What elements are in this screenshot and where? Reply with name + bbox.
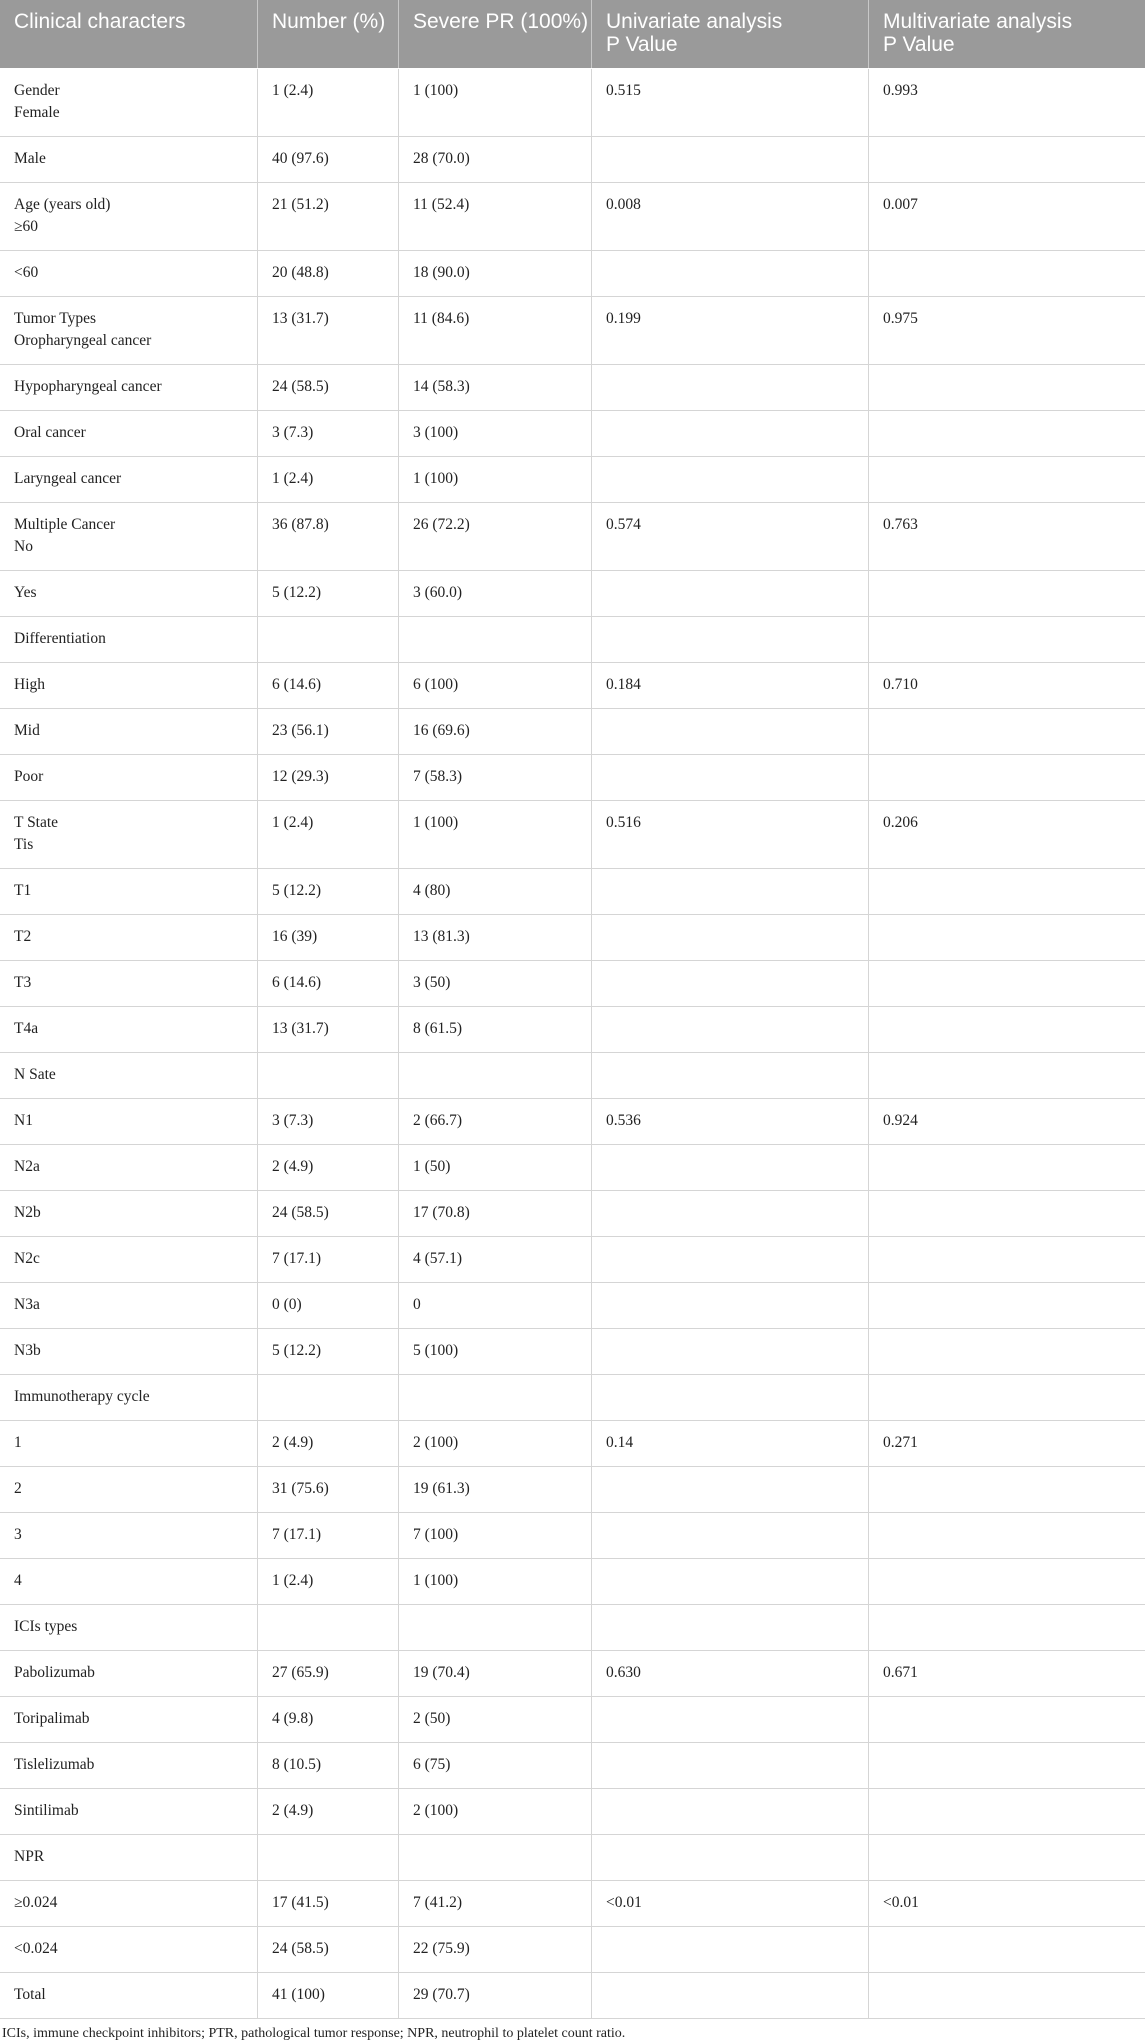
cell-number: 12 (29.3) xyxy=(258,755,399,800)
cell-characteristic: N2b xyxy=(0,1191,258,1236)
cell-univariate-p xyxy=(592,1283,869,1328)
cell-univariate-p xyxy=(592,1973,869,2018)
cell-number: 21 (51.2) xyxy=(258,183,399,250)
cell-number xyxy=(258,1605,399,1650)
table-row xyxy=(0,869,1145,915)
header-severe-pr: Severe PR (100%) xyxy=(399,0,592,68)
cell-multivariate-p xyxy=(869,1375,1145,1420)
table-row xyxy=(0,1559,1145,1605)
cell-severe-pr: 11 (84.6) xyxy=(399,297,592,364)
cell-univariate-p xyxy=(592,1191,869,1236)
cell-multivariate-p xyxy=(869,411,1145,456)
cell-multivariate-p xyxy=(869,1927,1145,1972)
table-row xyxy=(0,365,1145,411)
cell-number xyxy=(258,617,399,662)
cell-univariate-p xyxy=(592,961,869,1006)
cell-characteristic: <0.024 xyxy=(0,1927,258,1972)
header-univariate: Univariate analysis P Value xyxy=(592,0,869,68)
table-row xyxy=(0,1881,1145,1927)
table-row xyxy=(0,1927,1145,1973)
cell-severe-pr: 4 (80) xyxy=(399,869,592,914)
cell-number: 1 (2.4) xyxy=(258,457,399,502)
cell-number xyxy=(258,1375,399,1420)
cell-characteristic: <60 xyxy=(0,251,258,296)
cell-univariate-p xyxy=(592,1743,869,1788)
cell-characteristic: N1 xyxy=(0,1099,258,1144)
table-body xyxy=(0,69,1145,2019)
table-row xyxy=(0,663,1145,709)
cell-multivariate-p xyxy=(869,617,1145,662)
cell-univariate-p: 0.574 xyxy=(592,503,869,570)
cell-univariate-p xyxy=(592,1559,869,1604)
cell-severe-pr xyxy=(399,1835,592,1880)
table-row xyxy=(0,411,1145,457)
cell-severe-pr: 3 (50) xyxy=(399,961,592,1006)
cell-number: 36 (87.8) xyxy=(258,503,399,570)
cell-characteristic: ICIs types xyxy=(0,1605,258,1650)
cell-univariate-p: 0.184 xyxy=(592,663,869,708)
cell-severe-pr: 1 (100) xyxy=(399,69,592,136)
table-row xyxy=(0,1467,1145,1513)
cell-characteristic: N3a xyxy=(0,1283,258,1328)
cell-number: 13 (31.7) xyxy=(258,1007,399,1052)
table-row xyxy=(0,503,1145,571)
table-row xyxy=(0,1973,1145,2019)
table-row xyxy=(0,1099,1145,1145)
cell-characteristic: Mid xyxy=(0,709,258,754)
cell-multivariate-p xyxy=(869,1007,1145,1052)
cell-severe-pr: 1 (100) xyxy=(399,457,592,502)
cell-characteristic: N2c xyxy=(0,1237,258,1282)
cell-multivariate-p xyxy=(869,1467,1145,1512)
cell-severe-pr: 3 (100) xyxy=(399,411,592,456)
table-row xyxy=(0,251,1145,297)
cell-severe-pr: 18 (90.0) xyxy=(399,251,592,296)
cell-severe-pr: 11 (52.4) xyxy=(399,183,592,250)
cell-severe-pr: 1 (100) xyxy=(399,801,592,868)
cell-severe-pr: 1 (100) xyxy=(399,1559,592,1604)
cell-univariate-p xyxy=(592,411,869,456)
cell-characteristic: Poor xyxy=(0,755,258,800)
cell-univariate-p xyxy=(592,1007,869,1052)
cell-number: 5 (12.2) xyxy=(258,1329,399,1374)
cell-characteristic: T3 xyxy=(0,961,258,1006)
cell-number: 4 (9.8) xyxy=(258,1697,399,1742)
table-row xyxy=(0,297,1145,365)
cell-multivariate-p xyxy=(869,137,1145,182)
cell-univariate-p: 0.14 xyxy=(592,1421,869,1466)
cell-number: 8 (10.5) xyxy=(258,1743,399,1788)
cell-univariate-p xyxy=(592,869,869,914)
cell-characteristic: Multiple Cancer No xyxy=(0,503,258,570)
cell-characteristic: Pabolizumab xyxy=(0,1651,258,1696)
cell-severe-pr: 3 (60.0) xyxy=(399,571,592,616)
cell-multivariate-p: 0.993 xyxy=(883,82,918,99)
cell-severe-pr: 28 (70.0) xyxy=(399,137,592,182)
cell-characteristic: Age (years old) ≥60 xyxy=(0,183,258,250)
cell-univariate-p xyxy=(592,365,869,410)
cell-univariate-p xyxy=(592,915,869,960)
cell-multivariate-p xyxy=(869,365,1145,410)
cell-multivariate-p xyxy=(869,1789,1145,1834)
table-row xyxy=(0,1237,1145,1283)
cell-multivariate-p: <0.01 xyxy=(883,1894,919,1911)
cell-univariate-p xyxy=(592,617,869,662)
cell-univariate-p xyxy=(592,1789,869,1834)
cell-characteristic: Differentiation xyxy=(0,617,258,662)
cell-severe-pr xyxy=(399,1605,592,1650)
cell-severe-pr: 13 (81.3) xyxy=(399,915,592,960)
cell-severe-pr: 19 (61.3) xyxy=(399,1467,592,1512)
cell-univariate-p xyxy=(592,1927,869,1972)
cell-multivariate-p: 0.271 xyxy=(883,1434,918,1451)
table-row xyxy=(0,457,1145,503)
cell-characteristic: 3 xyxy=(0,1513,258,1558)
cell-severe-pr: 7 (58.3) xyxy=(399,755,592,800)
cell-multivariate-p xyxy=(869,1605,1145,1650)
cell-characteristic: Total xyxy=(0,1973,258,2018)
cell-univariate-p xyxy=(592,251,869,296)
cell-multivariate-p xyxy=(869,1743,1145,1788)
table-row xyxy=(0,1283,1145,1329)
table-row xyxy=(0,183,1145,251)
cell-multivariate-p: 0.007 xyxy=(883,196,918,213)
cell-number: 2 (4.9) xyxy=(258,1421,399,1466)
cell-univariate-p: 0.008 xyxy=(592,183,869,250)
cell-severe-pr: 2 (66.7) xyxy=(399,1099,592,1144)
cell-characteristic: 2 xyxy=(0,1467,258,1512)
cell-univariate-p: 0.630 xyxy=(592,1651,869,1696)
cell-number: 20 (48.8) xyxy=(258,251,399,296)
cell-characteristic: 1 xyxy=(0,1421,258,1466)
table-row xyxy=(0,1329,1145,1375)
cell-univariate-p: 0.199 xyxy=(592,297,869,364)
cell-characteristic: Tislelizumab xyxy=(0,1743,258,1788)
cell-characteristic: N Sate xyxy=(0,1053,258,1098)
cell-number: 1 (2.4) xyxy=(258,69,399,136)
cell-characteristic: Male xyxy=(0,137,258,182)
cell-number: 24 (58.5) xyxy=(258,1191,399,1236)
cell-number: 3 (7.3) xyxy=(258,1099,399,1144)
cell-number: 40 (97.6) xyxy=(258,137,399,182)
cell-univariate-p xyxy=(592,137,869,182)
table-row xyxy=(0,617,1145,663)
cell-number: 23 (56.1) xyxy=(258,709,399,754)
header-multivariate: Multivariate analysis P Value xyxy=(883,10,1073,56)
table-row xyxy=(0,1743,1145,1789)
table-row xyxy=(0,801,1145,869)
cell-characteristic: Sintilimab xyxy=(0,1789,258,1834)
cell-number xyxy=(258,1053,399,1098)
cell-univariate-p xyxy=(592,1605,869,1650)
cell-number xyxy=(258,1835,399,1880)
table-row xyxy=(0,1697,1145,1743)
cell-number: 27 (65.9) xyxy=(258,1651,399,1696)
cell-characteristic: ≥0.024 xyxy=(0,1881,258,1926)
cell-severe-pr xyxy=(399,1375,592,1420)
cell-characteristic: NPR xyxy=(0,1835,258,1880)
cell-number: 2 (4.9) xyxy=(258,1789,399,1834)
cell-multivariate-p xyxy=(869,1145,1145,1190)
cell-number: 1 (2.4) xyxy=(258,801,399,868)
cell-characteristic: T State Tis xyxy=(0,801,258,868)
cell-number: 5 (12.2) xyxy=(258,869,399,914)
table-row xyxy=(0,1421,1145,1467)
cell-univariate-p xyxy=(592,1237,869,1282)
cell-univariate-p xyxy=(592,1145,869,1190)
cell-multivariate-p xyxy=(869,1559,1145,1604)
table-row xyxy=(0,755,1145,801)
cell-multivariate-p xyxy=(869,1513,1145,1558)
table-row xyxy=(0,1007,1145,1053)
table-row xyxy=(0,1651,1145,1697)
cell-univariate-p xyxy=(592,709,869,754)
cell-severe-pr: 17 (70.8) xyxy=(399,1191,592,1236)
cell-multivariate-p: 0.924 xyxy=(883,1112,918,1129)
cell-number: 6 (14.6) xyxy=(258,961,399,1006)
cell-univariate-p xyxy=(592,1835,869,1880)
cell-multivariate-p: 0.763 xyxy=(883,516,918,533)
cell-number: 3 (7.3) xyxy=(258,411,399,456)
cell-severe-pr: 4 (57.1) xyxy=(399,1237,592,1282)
cell-multivariate-p xyxy=(869,251,1145,296)
cell-univariate-p: 0.515 xyxy=(592,69,869,136)
cell-univariate-p xyxy=(592,1467,869,1512)
cell-univariate-p: <0.01 xyxy=(592,1881,869,1926)
table-row xyxy=(0,69,1145,137)
cell-multivariate-p xyxy=(869,1191,1145,1236)
cell-severe-pr: 19 (70.4) xyxy=(399,1651,592,1696)
cell-severe-pr: 6 (75) xyxy=(399,1743,592,1788)
header-clinical-characters: Clinical characters xyxy=(0,0,258,68)
cell-number: 31 (75.6) xyxy=(258,1467,399,1512)
cell-severe-pr: 6 (100) xyxy=(399,663,592,708)
cell-multivariate-p xyxy=(869,457,1145,502)
cell-multivariate-p xyxy=(869,1237,1145,1282)
table-row xyxy=(0,709,1145,755)
cell-number: 0 (0) xyxy=(258,1283,399,1328)
cell-characteristic: Immunotherapy cycle xyxy=(0,1375,258,1420)
cell-univariate-p xyxy=(592,1329,869,1374)
cell-characteristic: Tumor Types Oropharyngeal cancer xyxy=(0,297,258,364)
cell-characteristic: Gender Female xyxy=(0,69,258,136)
table-row xyxy=(0,571,1145,617)
cell-univariate-p xyxy=(592,1053,869,1098)
table-row xyxy=(0,1053,1145,1099)
cell-characteristic: Hypopharyngeal cancer xyxy=(0,365,258,410)
table-row xyxy=(0,1375,1145,1421)
cell-number: 1 (2.4) xyxy=(258,1559,399,1604)
cell-characteristic: Yes xyxy=(0,571,258,616)
cell-univariate-p xyxy=(592,457,869,502)
cell-severe-pr: 22 (75.9) xyxy=(399,1927,592,1972)
cell-severe-pr: 1 (50) xyxy=(399,1145,592,1190)
cell-number: 7 (17.1) xyxy=(258,1513,399,1558)
cell-severe-pr: 26 (72.2) xyxy=(399,503,592,570)
cell-severe-pr xyxy=(399,1053,592,1098)
table-header xyxy=(0,0,1145,68)
cell-severe-pr: 7 (41.2) xyxy=(399,1881,592,1926)
table-row xyxy=(0,961,1145,1007)
table-row xyxy=(0,1191,1145,1237)
table-row xyxy=(0,1789,1145,1835)
cell-severe-pr: 7 (100) xyxy=(399,1513,592,1558)
cell-characteristic: High xyxy=(0,663,258,708)
cell-number: 7 (17.1) xyxy=(258,1237,399,1282)
cell-characteristic: T4a xyxy=(0,1007,258,1052)
cell-univariate-p xyxy=(592,1375,869,1420)
cell-multivariate-p: 0.710 xyxy=(883,676,918,693)
table-row xyxy=(0,137,1145,183)
table-row xyxy=(0,1145,1145,1191)
cell-characteristic: T1 xyxy=(0,869,258,914)
cell-severe-pr: 0 xyxy=(399,1283,592,1328)
cell-number: 24 (58.5) xyxy=(258,1927,399,1972)
cell-univariate-p xyxy=(592,1513,869,1558)
cell-severe-pr: 14 (58.3) xyxy=(399,365,592,410)
cell-severe-pr: 8 (61.5) xyxy=(399,1007,592,1052)
cell-characteristic: N3b xyxy=(0,1329,258,1374)
cell-multivariate-p xyxy=(869,961,1145,1006)
cell-severe-pr: 2 (50) xyxy=(399,1697,592,1742)
cell-number: 17 (41.5) xyxy=(258,1881,399,1926)
cell-severe-pr: 2 (100) xyxy=(399,1421,592,1466)
table-row xyxy=(0,1835,1145,1881)
table-row xyxy=(0,1513,1145,1559)
table-footnote: ICIs, immune checkpoint inhibitors; PTR, pathological tumor response; NPR, neutrophil to platelet count ratio. xyxy=(2,2026,626,2041)
cell-univariate-p xyxy=(592,1697,869,1742)
cell-multivariate-p xyxy=(869,709,1145,754)
cell-number: 16 (39) xyxy=(258,915,399,960)
cell-multivariate-p: 0.975 xyxy=(883,310,918,327)
cell-multivariate-p xyxy=(869,1697,1145,1742)
cell-characteristic: Laryngeal cancer xyxy=(0,457,258,502)
cell-multivariate-p: 0.671 xyxy=(883,1664,918,1681)
cell-univariate-p: 0.516 xyxy=(592,801,869,868)
cell-multivariate-p xyxy=(869,755,1145,800)
cell-number: 24 (58.5) xyxy=(258,365,399,410)
cell-univariate-p: 0.536 xyxy=(592,1099,869,1144)
cell-severe-pr: 2 (100) xyxy=(399,1789,592,1834)
cell-number: 41 (100) xyxy=(258,1973,399,2018)
cell-number: 5 (12.2) xyxy=(258,571,399,616)
table-row xyxy=(0,915,1145,961)
cell-severe-pr: 5 (100) xyxy=(399,1329,592,1374)
cell-univariate-p xyxy=(592,755,869,800)
cell-univariate-p xyxy=(592,571,869,616)
cell-multivariate-p xyxy=(869,915,1145,960)
cell-multivariate-p xyxy=(869,571,1145,616)
cell-number: 6 (14.6) xyxy=(258,663,399,708)
header-number: Number (%) xyxy=(258,0,399,68)
cell-multivariate-p xyxy=(869,1835,1145,1880)
cell-number: 13 (31.7) xyxy=(258,297,399,364)
cell-severe-pr: 16 (69.6) xyxy=(399,709,592,754)
cell-characteristic: 4 xyxy=(0,1559,258,1604)
cell-multivariate-p xyxy=(869,869,1145,914)
cell-multivariate-p: 0.206 xyxy=(883,814,918,831)
cell-multivariate-p xyxy=(869,1053,1145,1098)
cell-characteristic: T2 xyxy=(0,915,258,960)
cell-characteristic: Toripalimab xyxy=(0,1697,258,1742)
cell-severe-pr: 29 (70.7) xyxy=(399,1973,592,2018)
cell-characteristic: N2a xyxy=(0,1145,258,1190)
table-row xyxy=(0,1605,1145,1651)
cell-characteristic: Oral cancer xyxy=(0,411,258,456)
cell-severe-pr xyxy=(399,617,592,662)
cell-multivariate-p xyxy=(869,1283,1145,1328)
cell-multivariate-p xyxy=(869,1973,1145,2018)
cell-number: 2 (4.9) xyxy=(258,1145,399,1190)
cell-multivariate-p xyxy=(869,1329,1145,1374)
